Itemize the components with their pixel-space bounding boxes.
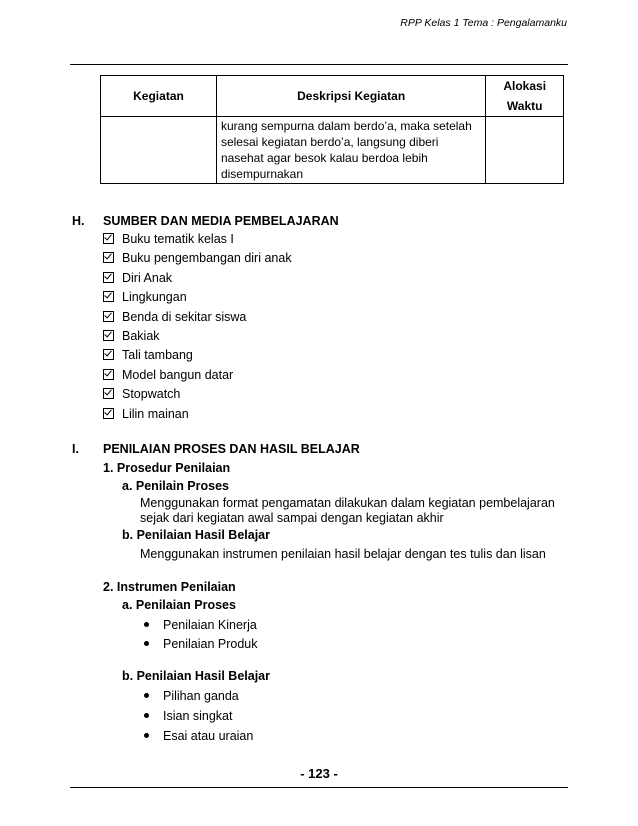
desc-line: kurang sempurna dalam berdo’a, maka setelah	[220, 119, 472, 133]
list-item-label: Model bangun datar	[122, 367, 234, 382]
cell-alokasi	[486, 117, 564, 184]
checkbox-checked-icon	[103, 369, 114, 380]
list-item-label: Penilaian Produk	[163, 637, 258, 651]
instrumen-heading: 2. Instrumen Penilaian	[103, 580, 236, 594]
list-item	[144, 709, 232, 723]
section-i-title: PENILAIAN PROSES DAN HASIL BELAJAR	[103, 442, 360, 456]
proses-text-line2: sejak dari kegiatan awal sampai dengan kegiatan akhir	[140, 511, 444, 525]
bullet-icon	[144, 733, 149, 738]
table-header-row	[101, 76, 564, 117]
section-h-title: SUMBER DAN MEDIA PEMBELAJARAN	[103, 214, 339, 228]
activity-table	[100, 75, 564, 184]
checkbox-checked-icon	[103, 233, 114, 244]
checkbox-checked-icon	[103, 388, 114, 399]
list-item	[103, 366, 292, 385]
list-item	[103, 346, 292, 365]
list-item	[103, 385, 292, 404]
col-kegiatan: Kegiatan	[101, 76, 217, 117]
checkbox-checked-icon	[103, 349, 114, 360]
list-item-label: Stopwatch	[122, 387, 181, 402]
list-item	[144, 729, 253, 743]
bullet-icon	[144, 622, 149, 627]
list-item-label: Benda di sekitar siswa	[122, 309, 247, 324]
list-item	[144, 689, 239, 703]
list-item	[103, 288, 292, 307]
list-item-label: Lilin mainan	[122, 406, 189, 421]
checkbox-checked-icon	[103, 311, 114, 322]
col-alokasi-line2: Waktu	[506, 99, 543, 113]
section-h-list	[103, 230, 292, 424]
desc-line: nasehat agar besok kalau berdoa lebih	[220, 151, 428, 165]
section-i-letter: I.	[72, 442, 79, 456]
instrumen-hasil-heading: b. Penilaian Hasil Belajar	[122, 669, 270, 683]
list-item-label: Pilihan ganda	[163, 689, 239, 703]
bullet-icon	[144, 693, 149, 698]
header-rule	[70, 64, 568, 65]
hasil-belajar-text: Menggunakan instrumen penilaian hasil belajar dengan tes tulis dan lisan	[140, 547, 546, 561]
list-item-label: Esai atau uraian	[163, 729, 254, 743]
list-item	[103, 269, 292, 288]
list-item-label: Buku pengembangan diri anak	[122, 251, 292, 266]
list-item	[103, 249, 292, 268]
proses-text-line1: Menggunakan format pengamatan dilakukan dalam kegiatan pembelajaran	[140, 496, 555, 510]
col-deskripsi: Deskripsi Kegiatan	[216, 76, 485, 117]
footer-rule	[70, 787, 568, 788]
cell-deskripsi	[216, 117, 485, 184]
hasil-belajar-heading: b. Penilaian Hasil Belajar	[122, 528, 270, 542]
list-item	[103, 308, 292, 327]
page-header: RPP Kelas 1 Tema : Pengalamanku	[400, 17, 567, 29]
cell-kegiatan	[101, 117, 217, 184]
list-item	[144, 618, 257, 632]
list-item-label: Isian singkat	[163, 709, 233, 723]
list-item-label: Diri Anak	[122, 270, 173, 285]
list-item-label: Buku tematik kelas I	[122, 232, 234, 246]
prosedur-heading: 1. Prosedur Penilaian	[103, 461, 231, 475]
bullet-icon	[144, 713, 149, 718]
list-item	[144, 637, 258, 651]
checkbox-checked-icon	[103, 330, 114, 341]
checkbox-checked-icon	[103, 408, 114, 419]
list-item-label: Lingkungan	[122, 290, 187, 305]
desc-line: selesai kegiatan berdo’a, langsung diberi	[220, 135, 439, 149]
list-item-label: Tali tambang	[122, 348, 193, 363]
bullet-icon	[144, 641, 149, 646]
list-item-label: Bakiak	[122, 329, 160, 344]
list-item	[103, 405, 292, 424]
list-item-label: Penilaian Kinerja	[163, 618, 257, 632]
list-item	[103, 327, 292, 346]
checkbox-checked-icon	[103, 252, 114, 263]
checkbox-checked-icon	[103, 272, 114, 283]
checkbox-checked-icon	[103, 291, 114, 302]
col-alokasi	[486, 76, 564, 117]
col-alokasi-line1: Alokasi	[503, 79, 547, 93]
section-h-letter: H.	[72, 214, 85, 228]
instrumen-proses-heading: a. Penilaian Proses	[122, 598, 236, 612]
penilain-proses-heading: a. Penilain Proses	[122, 479, 229, 493]
table-row	[101, 117, 564, 184]
page-number: - 123 -	[300, 766, 338, 781]
list-item	[103, 230, 292, 249]
desc-line: disempurnakan	[220, 167, 304, 181]
